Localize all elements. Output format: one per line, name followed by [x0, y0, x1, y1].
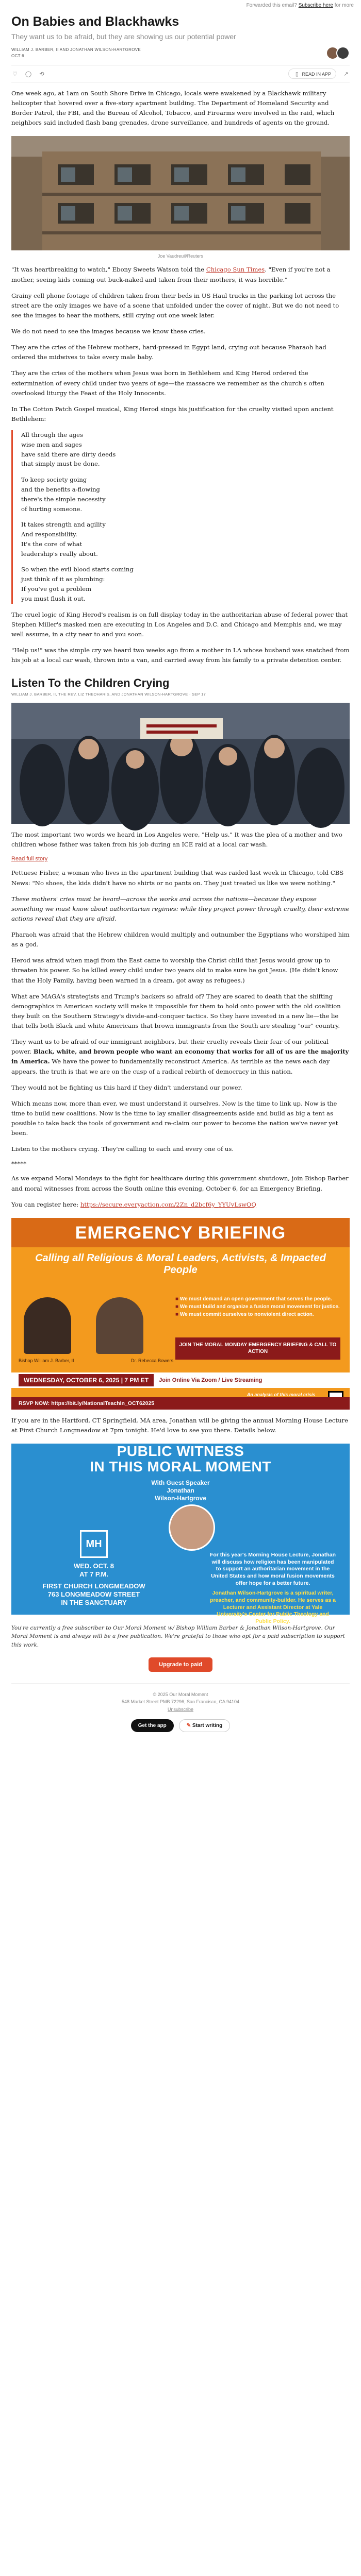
footer-copyright: © 2025 Our Moral Moment: [153, 1691, 208, 1697]
poster-description: [209, 1552, 336, 1625]
poster-where: FIRST CHURCH LONGMEADOW 763 LONGMEADOW STREET IN THE SANCTUARY: [42, 1582, 145, 1607]
herod-song-quote: [11, 430, 350, 604]
upgrade-button[interactable]: Upgrade to paid: [149, 1657, 212, 1672]
poem-line: And responsibility.: [21, 531, 77, 538]
poster-description-text: For this year's Morning House Lecture, Jonathan will discuss how religion has been manipulated to support an authoritarian movement in the United States and how moral fusion movements offer hope for a better future.: [209, 1552, 336, 1586]
footer-address: 548 Market Street PMB 72296, San Francisco, CA 94104: [121, 1699, 240, 1705]
crowd-illustration: [11, 703, 350, 824]
read-in-app-label: READ IN APP: [302, 71, 331, 77]
public-witness-poster[interactable]: [11, 1443, 350, 1624]
poem-line: It takes strength and agility: [21, 521, 106, 529]
subscription-note: You're currently a free subscriber to Our Moral Moment w/ Bishop William Barber & Jonathan Wilson-Hartgrove. Our Moral Moment is and always will be a free publication. We're grateful to those who opt for a paid subscription to support this work.: [11, 1625, 345, 1648]
photo-caption: Joe Vaudreuil/Reuters: [157, 253, 204, 259]
paragraph: They would not be fighting us this hard if they didn't understand our power.: [11, 1083, 242, 1091]
paragraph: They are the cries of the Hebrew mothers, hard-pressed in Egypt land, crying out because Pharaoh had ordered the midwives to take every male baby.: [11, 344, 326, 361]
paragraph: [11, 1200, 350, 1210]
poster-online: Join Online Via Zoom / Live Streaming: [159, 1377, 262, 1383]
start-writing-label: Start writing: [192, 1723, 223, 1729]
poem-line: wise men and sages: [21, 440, 82, 448]
heart-icon[interactable]: ♡: [12, 71, 18, 77]
paragraph-text: You can register here:: [11, 1200, 80, 1208]
embedded-post-title[interactable]: Listen To the Children Crying: [11, 676, 170, 690]
author-avatars: [329, 46, 350, 60]
read-full-story-link[interactable]: Read full story: [11, 856, 48, 862]
poster-bio-text: Jonathan Wilson-Hartgrove is a spiritual writer, preacher, and community-builder. He serves as a Lecturer and Assistant Director at Yale University's Center for Public Theology and Public Policy.: [210, 1590, 336, 1624]
paragraph: "Help us!" was the simple cry we heard two weeks ago from a mother in LA whose husband was snatched from his job at a local car wash, thrown into a van, and carried away from his family to a private detention center.: [11, 646, 350, 664]
pen-icon: ✎: [186, 1723, 192, 1729]
poem-line: It's the core of what: [21, 540, 83, 548]
phone-icon: ▯: [295, 71, 299, 77]
paragraph-emphasis: Black, white, and brown people who want an economy that works for all of us are the majority in America.: [11, 1048, 349, 1065]
poem-line: have said there are dirty deeds: [21, 450, 116, 458]
paragraph: The most important two words we heard in Los Angeles were, "Help us." It was the plea of a mother and two children whose father was taken from his job during an ICE raid at a local car wash.: [11, 831, 342, 849]
app-row: [11, 1719, 350, 1739]
comment-icon[interactable]: ◯: [25, 71, 32, 77]
poem-line: If you've got a problem: [21, 585, 92, 592]
article-title[interactable]: On Babies and Blackhawks: [11, 14, 179, 29]
speaker-name: Bishop William J. Barber, II: [19, 1358, 74, 1363]
paragraph-text: We have the power to fundamentally reconstruct America. As terrible as the news each day appears, the truth is that we are on the cusp of a radical rebirth of democracy in this nation.: [11, 1058, 330, 1075]
poem-line: of hurting someone.: [21, 505, 83, 513]
article-subtitle: They want us to be afraid, but they are showing us our potential power: [11, 32, 236, 41]
poem-stanza: [21, 430, 350, 469]
forward-prefix: Forwarded this email?: [246, 3, 297, 8]
paragraph-text: . "Even if you're not a mother, seeing kids coming out buck-naked and taken from their mothers, it was horrible.": [11, 266, 331, 283]
paragraph-text: "It was heartbreaking to watch," Ebony Sweets Watson told the: [11, 266, 206, 274]
poster-event-details: [32, 1530, 156, 1607]
speaker-photo: [96, 1297, 143, 1354]
poster-analysis: An analysis of this moral crisis: [247, 1392, 316, 1397]
poster-datebar: [11, 1372, 350, 1388]
paragraph: [11, 1037, 350, 1077]
forward-suffix: for more: [334, 3, 354, 8]
raid-photo[interactable]: [11, 136, 350, 250]
action-bar: [11, 65, 350, 82]
poem-line: All through the ages: [21, 431, 83, 439]
morning-house-logo: MH: [80, 1530, 108, 1558]
poster-bullet: ■ We must commit ourselves to nonviolent direct action.: [175, 1311, 340, 1318]
paragraph: Which means now, more than ever, we must understand it ourselves. Now is the time to link up. Now is the time to build new coalitions. Now is the time to lay smaller disagreements aside and build as big a tent as possible to take back the tools of government and re-claim our power to become the nation we've never yet been.: [11, 1099, 338, 1137]
forward-bar: [0, 0, 361, 11]
poster-call: Calling all Religious & Moral Leaders, Activists, & Impacted People: [35, 1252, 326, 1276]
speaker-photos: [19, 1294, 173, 1356]
poem-line: you must flush it out.: [21, 595, 86, 602]
poster-when: WED. OCT. 8 AT 7 P.M.: [73, 1562, 114, 1579]
poem-stanza: [21, 520, 350, 558]
poster-bullets: [175, 1295, 340, 1318]
restack-icon[interactable]: ⟲: [39, 71, 44, 77]
paragraph: Pharaoh was afraid that the Hebrew children would multiply and outnumber the Egyptians who worshiped him as a god.: [11, 931, 350, 948]
poster-bullet: ■ We must build and organize a fusion moral movement for justice.: [175, 1303, 340, 1311]
paragraph: We do not need to see the images because we know these cries.: [11, 328, 206, 335]
poem-line: there's the simple necessity: [21, 495, 106, 503]
paragraph: Herod was afraid when magi from the East came to worship the Christ child that Jesus would grow up to threaten his power. So he killed every child under two years old to make sure he got Jesus. (He didn't know that the Holy Family, having been warned in a dream, got away as refugees.): [11, 957, 338, 984]
share-icon[interactable]: ↗: [343, 71, 349, 77]
paragraph: Pettuese Fisher, a woman who lives in the apartment building that was raided last week in Chicago, told CBS News: "No shoes, the kids didn't have no shirts or no pants on. They just treated us like we were nothing.": [11, 869, 344, 887]
embedded-post-byline: WILLIAM J. BARBER, II, THE REV. LIZ THEOHARIS, AND JONATHAN WILSON-HARTGROVE · SEP 17: [11, 692, 206, 697]
speaker-photo: [24, 1297, 71, 1354]
email-footer: [11, 1683, 350, 1739]
byline: [11, 47, 141, 59]
poster-date: WEDNESDAY, OCTOBER 6, 2025 | 7 PM ET: [19, 1374, 154, 1386]
byline-date: OCT 6: [11, 53, 24, 58]
poem-line: To keep society going: [21, 476, 87, 484]
unsubscribe-link[interactable]: Unsubscribe: [167, 1706, 194, 1712]
read-in-app-button[interactable]: [288, 69, 336, 79]
poem-stanza: [21, 565, 350, 603]
poster-rsvp: RSVP NOW: https://bit.ly/NationalTeachIn_OCT62025: [11, 1397, 350, 1410]
poem-line: and the benefits a-flowing: [21, 485, 100, 493]
poster-header: PUBLIC WITNESS IN THIS MORAL MOMENT: [90, 1443, 271, 1475]
poem-line: So when the evil blood starts coming: [21, 566, 134, 573]
paragraph: If you are in the Hartford, CT Springfield, MA area, Jonathan will be giving the annual Morning House Lecture at First Church Longmeadow at 7pm tonight. He'd love to see you there. Details below.: [11, 1416, 348, 1434]
action-left: [11, 71, 45, 77]
paragraph: In The Cotton Patch Gospel musical, King Herod sings his justification for the cruelty visited upon ancient Bethlehem:: [11, 405, 334, 422]
poster-guest: With Guest Speaker Jonathan Wilson-Hartgrove: [151, 1479, 210, 1502]
poem-stanza: [21, 475, 350, 514]
subscribe-link[interactable]: Subscribe here: [298, 3, 333, 8]
paragraph-text: They want us to be afraid of our immigrant neighbors, but their cruelty reveals their fear of our political power.: [11, 1038, 329, 1056]
byline-authors[interactable]: WILLIAM J. BARBER, II AND JONATHAN WILSON-HARTGROVE: [11, 47, 141, 52]
building-illustration: [11, 136, 350, 250]
emergency-briefing-poster[interactable]: [11, 1218, 350, 1410]
get-app-button[interactable]: Get the app: [131, 1719, 174, 1732]
poem-line: just think of it as plumbing:: [21, 575, 105, 583]
speaker-name: Dr. Rebecca Bowers: [130, 1358, 173, 1363]
avatar[interactable]: [336, 46, 350, 60]
chicago-sun-times-link[interactable]: Chicago Sun Times: [206, 266, 265, 274]
poem-line: that simply must be done.: [21, 460, 100, 468]
paragraph: As we expand Moral Mondays to the fight for healthcare during this government shutdown, join Bishop Barber and moral witnesses from across the South online this evening, October 6, for an Emergency Briefing.: [11, 1175, 349, 1192]
section-divider: *****: [11, 1160, 26, 1168]
poster-join: JOIN THE MORAL MONDAY EMERGENCY BRIEFING & CALL TO ACTION: [175, 1337, 340, 1360]
speaker-photo: [169, 1504, 215, 1551]
article-wrap: [0, 14, 361, 1739]
paragraph: Listen to the mothers crying. They're calling to each and every one of us.: [11, 1145, 234, 1153]
paragraph: Grainy cell phone footage of children taken from their beds in US Haul trucks in the parking lot across the street are the only images we have of a scene that unfolded under the cover of night. But we do not need to see the images to hear the mothers, still crying out one week later.: [11, 292, 339, 319]
paragraph: One week ago, at 1am on South Shore Drive in Chicago, locals were awakened by a Blackhawk military helicopter that hovered over a five-story apartment building. The Department of Homeland Security and Border Patrol, the FBI, and the Bureau of Alcohol, Tobacco, and Firearms were involved in the raid, which neighbors said included flash bang grenades, drone surveillance, and hundreds of agents on the ground.: [11, 89, 335, 127]
speaker-names: [19, 1358, 173, 1364]
paragraph: They are the cries of the mothers when Jesus was born in Bethlehem and King Herod ordered the extermination of every child under two years of age—the massacre we remember as the church's often overlooked liturgy the Feast of the Holy Innocents.: [11, 369, 324, 397]
byline-row: [11, 46, 350, 60]
paragraph: What are MAGA's strategists and Trump's backers so afraid of? They are scared to death that the shifting demographics in American society will make it impossible for them to hold onto power with the old coalition they built on the Southern Strategy's divide-and-conquer tactics. So they have invested in a new lie—the lie that tells both Black and white Americans that brown immigrants from the South are stealing "our" country.: [11, 992, 341, 1030]
action-right: [288, 69, 350, 79]
paragraph: The cruel logic of King Herod's realism is on full display today in the authoritarian abuse of federal power that Stephen Miller's masked men are executing in Los Angeles and D.C. and Chicago and Memphis and, we may well assume, in a city near to and you soon.: [11, 611, 348, 638]
poster-header: EMERGENCY BRIEFING: [11, 1218, 350, 1247]
paragraph: These mothers' cries must be heard—across the works and across the nations—because they expose something we must know about authoritarian regimes: while they project power through cruelty, their extreme actions reveal that they are afraid.: [11, 895, 350, 922]
start-writing-button[interactable]: [179, 1719, 231, 1732]
poster-bullet: ■ We must demand an open government that serves the people.: [175, 1295, 340, 1303]
register-link[interactable]: https://secure.everyaction.com/2Zn_d2bcf6y_YYUvLswOQ: [80, 1200, 256, 1208]
paragraph: [11, 265, 350, 284]
embedded-post-photo[interactable]: [11, 703, 350, 824]
poem-line: leadership's really about.: [21, 550, 98, 557]
